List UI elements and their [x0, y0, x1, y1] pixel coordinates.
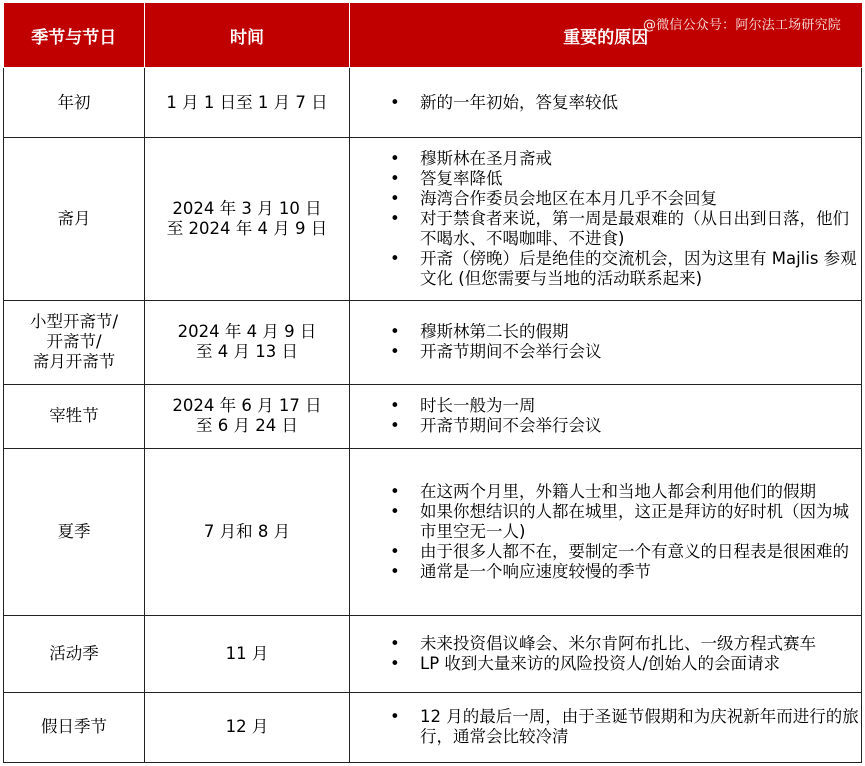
season-name: 宰牲节: [49, 406, 99, 426]
season-cell: [4, 615, 145, 692]
time-text: 至 6 月 24 日: [196, 416, 298, 436]
header-reasons: 重要的原因: [350, 3, 862, 68]
time-text: 2024 年 4 月 9 日: [177, 322, 317, 342]
header-time: 时间: [145, 3, 350, 68]
time-text: 7 月和 8 月: [203, 521, 291, 541]
reason-item: • 开斋节期间不会举行会议: [350, 416, 861, 436]
time-cell: [145, 300, 350, 384]
time-cell: [145, 384, 350, 448]
reasons-cell: [350, 384, 862, 448]
reason-list: [350, 149, 861, 289]
season-cell: [4, 68, 145, 138]
season-name: 开斋节/: [46, 332, 102, 352]
table-row: [4, 384, 862, 448]
reason-list: [350, 396, 861, 436]
reasons-cell: [350, 449, 862, 615]
reason-item: • LP 收到大量来访的风险投资人/创始人的会面请求: [350, 654, 861, 674]
reason-item: • 海湾合作委员会地区在本月几乎不会回复: [350, 189, 861, 209]
reason-item: • 在这两个月里，外籍人士和当地人都会利用他们的假期: [350, 482, 861, 502]
reason-item: • 穆斯林在圣月斋戒: [350, 149, 861, 169]
season-name: 夏季: [57, 521, 91, 541]
reasons-cell: [350, 300, 862, 384]
time-text: 至 4 月 13 日: [196, 342, 298, 362]
table-row: [4, 138, 862, 300]
season-name: 斋月开斋节: [32, 352, 116, 372]
season-cell: [4, 449, 145, 615]
reason-item: • 未来投资倡议峰会、米尔肯阿布扎比、一级方程式赛车: [350, 634, 861, 654]
reason-item: • 由于很多人都不在，要制定一个有意义的日程表是很困难的: [350, 542, 861, 562]
table-header-row: [4, 3, 862, 68]
reason-list: [350, 634, 861, 674]
season-name: 活动季: [49, 643, 99, 663]
time-text: 12 月: [225, 717, 269, 737]
reason-item: • 12 月的最后一周，由于圣诞节假期和为庆祝新年而进行的旅行，通常会比较冷清: [350, 707, 861, 747]
time-cell: [145, 692, 350, 762]
reasons-cell: [350, 68, 862, 138]
time-text: 1 月 1 日至 1 月 7 日: [166, 92, 328, 112]
reason-item: • 开斋节期间不会举行会议: [350, 342, 861, 362]
time-text: 2024 年 3 月 10 日: [172, 198, 322, 218]
time-text: 2024 年 6 月 17 日: [172, 396, 322, 416]
season-name: 假日季节: [41, 717, 107, 737]
reason-item: • 答复率降低: [350, 169, 861, 189]
reason-list: [350, 482, 861, 582]
reason-list: [350, 707, 861, 747]
table-body: [4, 68, 862, 763]
reason-item: • 开斋（傍晚）后是绝佳的交流机会，因为这里有 Majlis 参观文化 (但您需要与当地的活动联系起来): [350, 249, 861, 289]
table-row: [4, 449, 862, 615]
watermark: @微信公众号：阿尔法工场研究院: [642, 18, 841, 33]
season-cell: [4, 384, 145, 448]
time-cell: [145, 449, 350, 615]
table-row: [4, 300, 862, 384]
reason-item: • 新的一年初始，答复率较低: [350, 93, 861, 113]
season-name: 年初: [57, 92, 91, 112]
header-season: 季节与节日: [4, 3, 145, 68]
season-name: 斋月: [57, 208, 91, 228]
reason-list: [350, 93, 861, 113]
reason-item: • 如果你想结识的人都在城里，这正是拜访的好时机（因为城市里空无一人): [350, 502, 861, 542]
table-row: [4, 68, 862, 138]
reasons-cell: [350, 692, 862, 762]
time-cell: [145, 615, 350, 692]
reason-item: • 穆斯林第二长的假期: [350, 322, 861, 342]
time-cell: [145, 138, 350, 300]
season-cell: [4, 138, 145, 300]
reasons-cell: [350, 138, 862, 300]
reasons-cell: [350, 615, 862, 692]
reason-item: • 时长一般为一周: [350, 396, 861, 416]
reason-item: • 通常是一个响应速度较慢的季节: [350, 562, 861, 582]
time-text: 11 月: [225, 643, 269, 663]
seasons-table: [3, 3, 862, 763]
table-row: [4, 692, 862, 762]
reason-list: [350, 322, 861, 362]
table-row: [4, 615, 862, 692]
season-cell: [4, 300, 145, 384]
season-cell: [4, 692, 145, 762]
reason-item: • 对于禁食者来说，第一周是最艰难的（从日出到日落，他们不喝水、不喝咖啡、不进食): [350, 209, 861, 249]
time-cell: [145, 68, 350, 138]
time-text: 至 2024 年 4 月 9 日: [166, 218, 328, 238]
season-name: 小型开斋节/: [29, 312, 119, 332]
